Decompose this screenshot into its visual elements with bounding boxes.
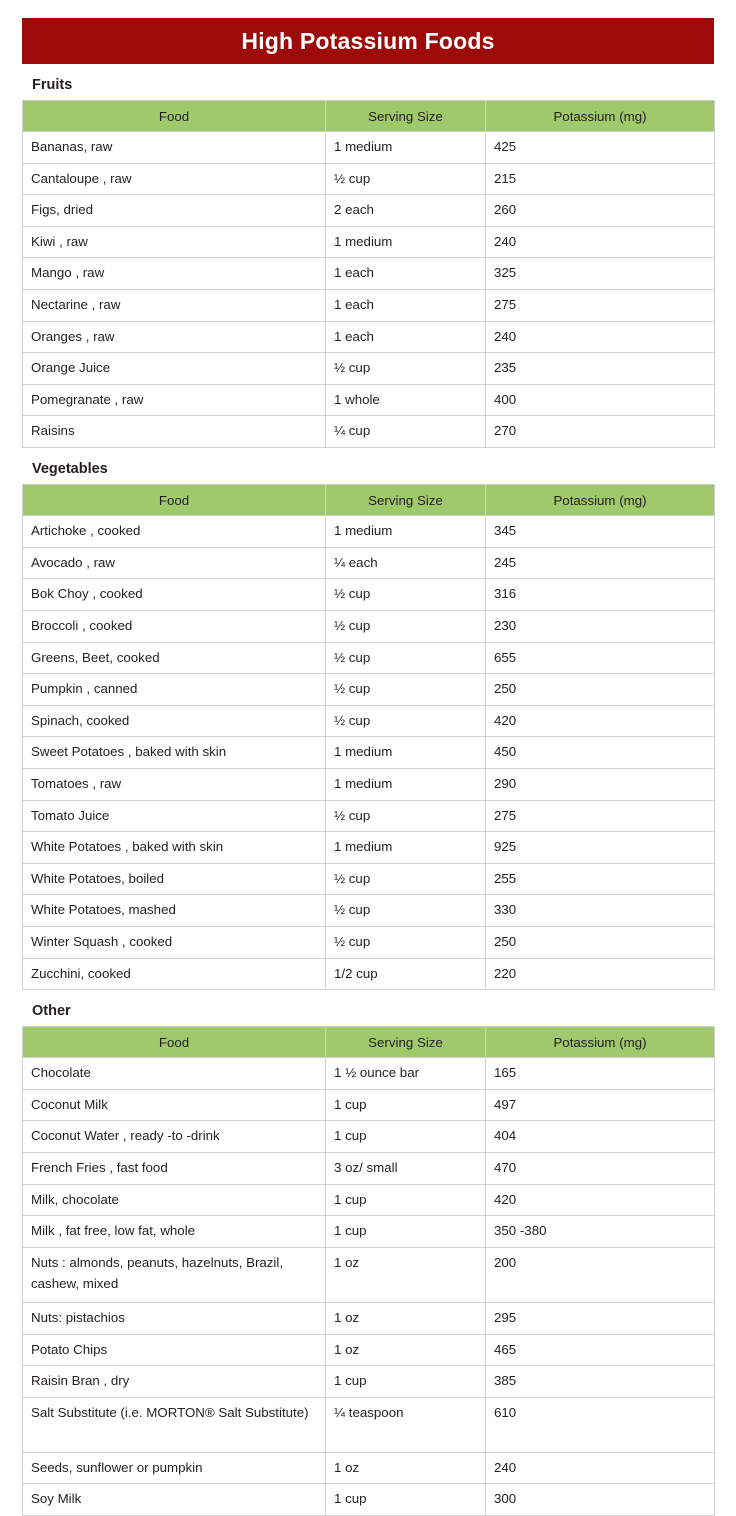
cell-serving: 1 each: [326, 258, 486, 290]
page-title-bar: [22, 18, 714, 64]
cell-serving: 1 cup: [326, 1089, 486, 1121]
table-row: [23, 958, 715, 990]
table-header-row: [23, 101, 715, 132]
cell-serving: 1 cup: [326, 1121, 486, 1153]
cell-potassium: 255: [486, 863, 715, 895]
cell-food: Raisins: [23, 416, 326, 448]
cell-food: Milk , fat free, low fat, whole: [23, 1216, 326, 1248]
cell-food: Coconut Water , ready -to -drink: [23, 1121, 326, 1153]
cell-serving: ¼ each: [326, 547, 486, 579]
cell-serving: 1 oz: [326, 1334, 486, 1366]
cell-potassium: 497: [486, 1089, 715, 1121]
table-row: [23, 416, 715, 448]
cell-potassium: 465: [486, 1334, 715, 1366]
table-row: [23, 1121, 715, 1153]
cell-food: Tomato Juice: [23, 800, 326, 832]
cell-food: Greens, Beet, cooked: [23, 642, 326, 674]
cell-potassium: 925: [486, 832, 715, 864]
cell-serving: 1 cup: [326, 1184, 486, 1216]
cell-food: Salt Substitute (i.e. MORTON® Salt Substitute): [23, 1397, 326, 1452]
page-title: High Potassium Foods: [241, 27, 495, 54]
cell-food: Broccoli , cooked: [23, 610, 326, 642]
cell-serving: ½ cup: [326, 674, 486, 706]
cell-potassium: 250: [486, 674, 715, 706]
cell-food: Coconut Milk: [23, 1089, 326, 1121]
cell-food: Spinach, cooked: [23, 705, 326, 737]
table-row: [23, 1153, 715, 1185]
section-heading: Other: [32, 1003, 71, 1020]
table-row: [23, 226, 715, 258]
cell-food: Mango , raw: [23, 258, 326, 290]
document-page: [0, 18, 736, 1507]
cell-serving: 1 oz: [326, 1452, 486, 1484]
table-row: [23, 610, 715, 642]
table-header-row: [23, 485, 715, 516]
cell-potassium: 290: [486, 768, 715, 800]
table-row: [23, 1058, 715, 1090]
cell-serving: ½ cup: [326, 800, 486, 832]
table-row: [23, 1334, 715, 1366]
table-row: [23, 800, 715, 832]
cell-serving: 1 oz: [326, 1247, 486, 1302]
cell-potassium: 385: [486, 1366, 715, 1398]
table-row: [23, 1089, 715, 1121]
column-header-serving: Serving Size: [326, 485, 486, 516]
table-row: [23, 737, 715, 769]
cell-food: Orange Juice: [23, 353, 326, 385]
cell-potassium: 420: [486, 705, 715, 737]
cell-potassium: 200: [486, 1247, 715, 1302]
cell-serving: ¼ teaspoon: [326, 1397, 486, 1452]
cell-potassium: 316: [486, 579, 715, 611]
cell-food: Tomatoes , raw: [23, 768, 326, 800]
cell-serving: 3 oz/ small: [326, 1153, 486, 1185]
column-header-potassium: Potassium (mg): [486, 101, 715, 132]
cell-potassium: 425: [486, 132, 715, 164]
cell-food: Chocolate: [23, 1058, 326, 1090]
section-heading: Vegetables: [32, 461, 108, 478]
cell-food: Raisin Bran , dry: [23, 1366, 326, 1398]
cell-serving: ½ cup: [326, 610, 486, 642]
cell-serving: 1 medium: [326, 516, 486, 548]
cell-potassium: 165: [486, 1058, 715, 1090]
cell-serving: 1 medium: [326, 132, 486, 164]
cell-food: Sweet Potatoes , baked with skin: [23, 737, 326, 769]
cell-serving: 1 cup: [326, 1484, 486, 1516]
column-header-serving: Serving Size: [326, 101, 486, 132]
cell-serving: 1/2 cup: [326, 958, 486, 990]
column-header-food: Food: [23, 485, 326, 516]
cell-potassium: 404: [486, 1121, 715, 1153]
table-row: [23, 579, 715, 611]
cell-food: Winter Squash , cooked: [23, 927, 326, 959]
cell-serving: 1 ½ ounce bar: [326, 1058, 486, 1090]
cell-potassium: 400: [486, 384, 715, 416]
cell-serving: ½ cup: [326, 705, 486, 737]
cell-food: White Potatoes , baked with skin: [23, 832, 326, 864]
cell-food: Avocado , raw: [23, 547, 326, 579]
cell-potassium: 275: [486, 800, 715, 832]
table-row: [23, 1302, 715, 1334]
table-row: [23, 832, 715, 864]
cell-potassium: 350 -380: [486, 1216, 715, 1248]
cell-food: Seeds, sunflower or pumpkin: [23, 1452, 326, 1484]
table-row: [23, 768, 715, 800]
cell-serving: 1 oz: [326, 1302, 486, 1334]
cell-food: Bananas, raw: [23, 132, 326, 164]
cell-potassium: 420: [486, 1184, 715, 1216]
cell-potassium: 240: [486, 1452, 715, 1484]
table-row: [23, 642, 715, 674]
cell-serving: ½ cup: [326, 579, 486, 611]
column-header-food: Food: [23, 1027, 326, 1058]
cell-potassium: 245: [486, 547, 715, 579]
cell-food: Nectarine , raw: [23, 290, 326, 322]
sections-container: [22, 77, 714, 1516]
cell-potassium: 345: [486, 516, 715, 548]
cell-food: White Potatoes, mashed: [23, 895, 326, 927]
cell-serving: 1 medium: [326, 737, 486, 769]
table-row: [23, 132, 715, 164]
cell-potassium: 330: [486, 895, 715, 927]
column-header-potassium: Potassium (mg): [486, 1027, 715, 1058]
cell-potassium: 240: [486, 321, 715, 353]
cell-serving: 1 each: [326, 321, 486, 353]
cell-potassium: 240: [486, 226, 715, 258]
column-header-serving: Serving Size: [326, 1027, 486, 1058]
table-row: [23, 1184, 715, 1216]
section-heading: Fruits: [32, 77, 73, 93]
cell-serving: ¼ cup: [326, 416, 486, 448]
table-row: [23, 290, 715, 322]
cell-food: Milk, chocolate: [23, 1184, 326, 1216]
cell-potassium: 325: [486, 258, 715, 290]
cell-food: French Fries , fast food: [23, 1153, 326, 1185]
cell-food: Pumpkin , canned: [23, 674, 326, 706]
cell-potassium: 270: [486, 416, 715, 448]
cell-potassium: 610: [486, 1397, 715, 1452]
cell-food: Artichoke , cooked: [23, 516, 326, 548]
table-row: [23, 863, 715, 895]
foods-table: [22, 100, 715, 448]
cell-food: Kiwi , raw: [23, 226, 326, 258]
cell-food: Nuts : almonds, peanuts, hazelnuts, Brazil, cashew, mixed: [23, 1247, 326, 1302]
cell-food: Figs, dried: [23, 195, 326, 227]
table-row: [23, 674, 715, 706]
table-row: [23, 927, 715, 959]
table-header-row: [23, 1027, 715, 1058]
cell-serving: 1 cup: [326, 1366, 486, 1398]
cell-potassium: 215: [486, 163, 715, 195]
cell-potassium: 275: [486, 290, 715, 322]
cell-serving: 1 each: [326, 290, 486, 322]
foods-table: [22, 484, 715, 990]
table-row: [23, 321, 715, 353]
cell-potassium: 655: [486, 642, 715, 674]
table-row: [23, 1366, 715, 1398]
table-row: [23, 195, 715, 227]
cell-potassium: 450: [486, 737, 715, 769]
cell-potassium: 250: [486, 927, 715, 959]
table-row: [23, 547, 715, 579]
cell-food: Zucchini, cooked: [23, 958, 326, 990]
cell-potassium: 470: [486, 1153, 715, 1185]
cell-serving: 2 each: [326, 195, 486, 227]
table-row: [23, 258, 715, 290]
table-row: [23, 1247, 715, 1302]
cell-serving: 1 cup: [326, 1216, 486, 1248]
cell-serving: 1 medium: [326, 832, 486, 864]
cell-potassium: 230: [486, 610, 715, 642]
cell-potassium: 300: [486, 1484, 715, 1516]
column-header-food: Food: [23, 101, 326, 132]
column-header-potassium: Potassium (mg): [486, 485, 715, 516]
cell-serving: ½ cup: [326, 163, 486, 195]
cell-food: Potato Chips: [23, 1334, 326, 1366]
cell-serving: ½ cup: [326, 353, 486, 385]
cell-food: White Potatoes, boiled: [23, 863, 326, 895]
table-row: [23, 895, 715, 927]
table-row: [23, 384, 715, 416]
table-row: [23, 1484, 715, 1516]
cell-serving: ½ cup: [326, 863, 486, 895]
cell-serving: 1 medium: [326, 768, 486, 800]
cell-potassium: 235: [486, 353, 715, 385]
cell-serving: 1 medium: [326, 226, 486, 258]
cell-serving: ½ cup: [326, 895, 486, 927]
table-row: [23, 353, 715, 385]
cell-food: Bok Choy , cooked: [23, 579, 326, 611]
cell-potassium: 260: [486, 195, 715, 227]
table-row: [23, 705, 715, 737]
cell-serving: 1 whole: [326, 384, 486, 416]
cell-food: Cantaloupe , raw: [23, 163, 326, 195]
cell-potassium: 220: [486, 958, 715, 990]
cell-potassium: 295: [486, 1302, 715, 1334]
foods-table: [22, 1026, 715, 1516]
table-row: [23, 516, 715, 548]
table-row: [23, 163, 715, 195]
cell-food: Soy Milk: [23, 1484, 326, 1516]
cell-food: Nuts: pistachios: [23, 1302, 326, 1334]
table-row: [23, 1216, 715, 1248]
cell-serving: ½ cup: [326, 642, 486, 674]
cell-serving: ½ cup: [326, 927, 486, 959]
cell-food: Pomegranate , raw: [23, 384, 326, 416]
table-row: [23, 1452, 715, 1484]
cell-food: Oranges , raw: [23, 321, 326, 353]
